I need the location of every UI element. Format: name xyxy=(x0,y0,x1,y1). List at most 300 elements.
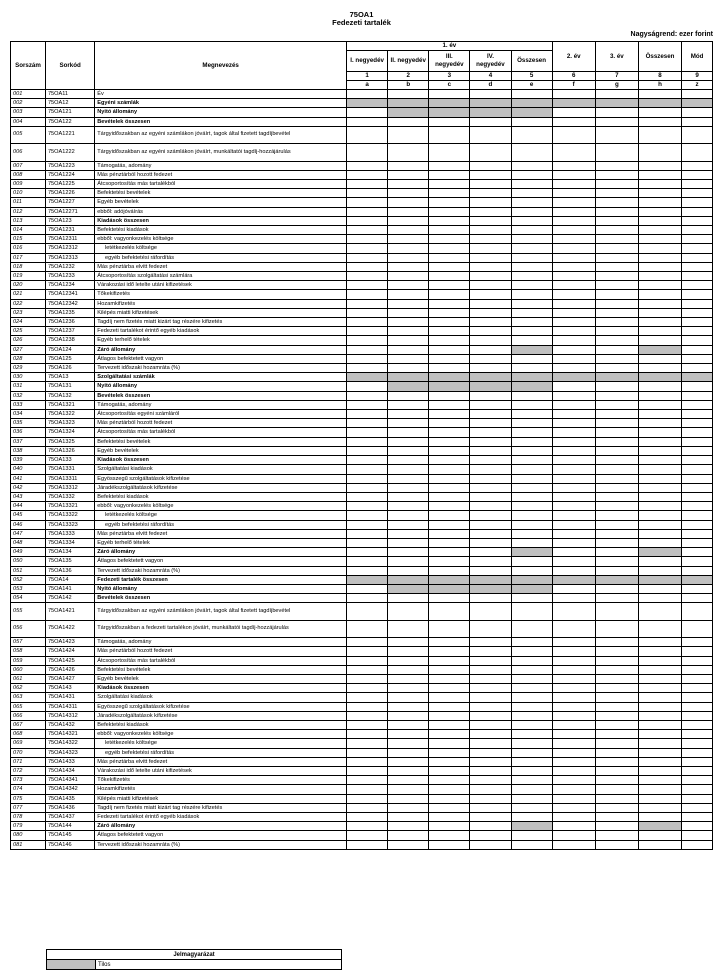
input-cell[interactable] xyxy=(511,144,552,161)
input-cell[interactable] xyxy=(682,117,713,126)
input-cell[interactable] xyxy=(595,235,638,244)
input-cell[interactable] xyxy=(511,391,552,400)
input-cell[interactable] xyxy=(638,711,681,720)
input-cell[interactable] xyxy=(470,391,511,400)
input-cell[interactable] xyxy=(470,364,511,373)
input-cell[interactable] xyxy=(552,684,595,693)
input-cell[interactable] xyxy=(388,272,429,281)
input-cell[interactable] xyxy=(388,483,429,492)
input-cell[interactable] xyxy=(388,711,429,720)
input-cell[interactable] xyxy=(682,474,713,483)
input-cell[interactable] xyxy=(511,748,552,757)
input-cell[interactable] xyxy=(388,647,429,656)
input-cell[interactable] xyxy=(347,428,388,437)
input-cell[interactable] xyxy=(638,419,681,428)
input-cell[interactable] xyxy=(511,757,552,766)
input-cell[interactable] xyxy=(429,748,470,757)
input-cell[interactable] xyxy=(552,584,595,593)
input-cell[interactable] xyxy=(429,566,470,575)
input-cell[interactable] xyxy=(470,803,511,812)
input-cell[interactable] xyxy=(347,647,388,656)
input-cell[interactable] xyxy=(638,207,681,216)
input-cell[interactable] xyxy=(388,702,429,711)
input-cell[interactable] xyxy=(682,144,713,161)
input-cell[interactable] xyxy=(552,557,595,566)
input-cell[interactable] xyxy=(552,785,595,794)
input-cell[interactable] xyxy=(552,794,595,803)
input-cell[interactable] xyxy=(347,638,388,647)
input-cell[interactable] xyxy=(511,290,552,299)
input-cell[interactable] xyxy=(595,803,638,812)
input-cell[interactable] xyxy=(552,511,595,520)
input-cell[interactable] xyxy=(388,419,429,428)
input-cell[interactable] xyxy=(638,502,681,511)
input-cell[interactable] xyxy=(638,272,681,281)
input-cell[interactable] xyxy=(388,594,429,603)
input-cell[interactable] xyxy=(429,603,470,620)
input-cell[interactable] xyxy=(429,419,470,428)
input-cell[interactable] xyxy=(470,674,511,683)
input-cell[interactable] xyxy=(388,354,429,363)
input-cell[interactable] xyxy=(638,226,681,235)
input-cell[interactable] xyxy=(511,647,552,656)
input-cell[interactable] xyxy=(638,299,681,308)
input-cell[interactable] xyxy=(388,144,429,161)
input-cell[interactable] xyxy=(638,511,681,520)
input-cell[interactable] xyxy=(429,226,470,235)
input-cell[interactable] xyxy=(388,262,429,271)
input-cell[interactable] xyxy=(347,446,388,455)
input-cell[interactable] xyxy=(347,831,388,840)
input-cell[interactable] xyxy=(595,290,638,299)
input-cell[interactable] xyxy=(511,428,552,437)
input-cell[interactable] xyxy=(552,400,595,409)
input-cell[interactable] xyxy=(552,638,595,647)
input-cell[interactable] xyxy=(511,364,552,373)
input-cell[interactable] xyxy=(429,684,470,693)
input-cell[interactable] xyxy=(429,831,470,840)
input-cell[interactable] xyxy=(347,511,388,520)
input-cell[interactable] xyxy=(388,446,429,455)
input-cell[interactable] xyxy=(429,538,470,547)
input-cell[interactable] xyxy=(682,711,713,720)
input-cell[interactable] xyxy=(595,318,638,327)
input-cell[interactable] xyxy=(552,538,595,547)
input-cell[interactable] xyxy=(347,702,388,711)
input-cell[interactable] xyxy=(470,474,511,483)
input-cell[interactable] xyxy=(552,620,595,637)
input-cell[interactable] xyxy=(595,739,638,748)
input-cell[interactable] xyxy=(511,803,552,812)
input-cell[interactable] xyxy=(470,720,511,729)
input-cell[interactable] xyxy=(470,244,511,253)
input-cell[interactable] xyxy=(552,336,595,345)
input-cell[interactable] xyxy=(682,189,713,198)
input-cell[interactable] xyxy=(347,584,388,593)
input-cell[interactable] xyxy=(552,483,595,492)
input-cell[interactable] xyxy=(595,785,638,794)
input-cell[interactable] xyxy=(595,538,638,547)
input-cell[interactable] xyxy=(682,566,713,575)
input-cell[interactable] xyxy=(388,766,429,775)
input-cell[interactable] xyxy=(638,400,681,409)
input-cell[interactable] xyxy=(638,730,681,739)
input-cell[interactable] xyxy=(638,647,681,656)
input-cell[interactable] xyxy=(638,785,681,794)
input-cell[interactable] xyxy=(429,456,470,465)
input-cell[interactable] xyxy=(682,511,713,520)
input-cell[interactable] xyxy=(682,161,713,170)
input-cell[interactable] xyxy=(429,117,470,126)
input-cell[interactable] xyxy=(429,290,470,299)
input-cell[interactable] xyxy=(511,557,552,566)
input-cell[interactable] xyxy=(429,702,470,711)
input-cell[interactable] xyxy=(470,702,511,711)
input-cell[interactable] xyxy=(347,803,388,812)
input-cell[interactable] xyxy=(347,603,388,620)
input-cell[interactable] xyxy=(682,272,713,281)
input-cell[interactable] xyxy=(429,299,470,308)
input-cell[interactable] xyxy=(638,803,681,812)
input-cell[interactable] xyxy=(552,299,595,308)
input-cell[interactable] xyxy=(347,144,388,161)
input-cell[interactable] xyxy=(388,502,429,511)
input-cell[interactable] xyxy=(347,656,388,665)
input-cell[interactable] xyxy=(347,308,388,317)
input-cell[interactable] xyxy=(470,290,511,299)
input-cell[interactable] xyxy=(429,364,470,373)
input-cell[interactable] xyxy=(347,456,388,465)
input-cell[interactable] xyxy=(429,308,470,317)
input-cell[interactable] xyxy=(429,170,470,179)
input-cell[interactable] xyxy=(347,327,388,336)
input-cell[interactable] xyxy=(388,391,429,400)
input-cell[interactable] xyxy=(470,253,511,262)
input-cell[interactable] xyxy=(388,207,429,216)
input-cell[interactable] xyxy=(595,419,638,428)
input-cell[interactable] xyxy=(682,638,713,647)
input-cell[interactable] xyxy=(638,189,681,198)
input-cell[interactable] xyxy=(638,594,681,603)
input-cell[interactable] xyxy=(595,253,638,262)
input-cell[interactable] xyxy=(388,336,429,345)
input-cell[interactable] xyxy=(682,290,713,299)
input-cell[interactable] xyxy=(638,364,681,373)
input-cell[interactable] xyxy=(595,90,638,99)
input-cell[interactable] xyxy=(388,739,429,748)
input-cell[interactable] xyxy=(429,511,470,520)
input-cell[interactable] xyxy=(470,419,511,428)
input-cell[interactable] xyxy=(470,822,511,831)
input-cell[interactable] xyxy=(511,594,552,603)
input-cell[interactable] xyxy=(682,262,713,271)
input-cell[interactable] xyxy=(429,198,470,207)
input-cell[interactable] xyxy=(595,520,638,529)
input-cell[interactable] xyxy=(682,207,713,216)
input-cell[interactable] xyxy=(511,812,552,821)
input-cell[interactable] xyxy=(347,180,388,189)
input-cell[interactable] xyxy=(470,647,511,656)
input-cell[interactable] xyxy=(682,299,713,308)
input-cell[interactable] xyxy=(429,144,470,161)
input-cell[interactable] xyxy=(429,428,470,437)
input-cell[interactable] xyxy=(552,831,595,840)
input-cell[interactable] xyxy=(638,474,681,483)
input-cell[interactable] xyxy=(347,566,388,575)
input-cell[interactable] xyxy=(388,520,429,529)
input-cell[interactable] xyxy=(388,566,429,575)
input-cell[interactable] xyxy=(595,529,638,538)
input-cell[interactable] xyxy=(682,226,713,235)
input-cell[interactable] xyxy=(638,702,681,711)
input-cell[interactable] xyxy=(429,354,470,363)
input-cell[interactable] xyxy=(595,647,638,656)
input-cell[interactable] xyxy=(470,262,511,271)
input-cell[interactable] xyxy=(595,244,638,253)
input-cell[interactable] xyxy=(682,492,713,501)
input-cell[interactable] xyxy=(470,437,511,446)
input-cell[interactable] xyxy=(347,594,388,603)
input-cell[interactable] xyxy=(552,108,595,117)
input-cell[interactable] xyxy=(638,483,681,492)
input-cell[interactable] xyxy=(388,548,429,557)
input-cell[interactable] xyxy=(429,803,470,812)
input-cell[interactable] xyxy=(347,684,388,693)
input-cell[interactable] xyxy=(470,693,511,702)
input-cell[interactable] xyxy=(470,90,511,99)
input-cell[interactable] xyxy=(511,711,552,720)
input-cell[interactable] xyxy=(595,161,638,170)
input-cell[interactable] xyxy=(682,594,713,603)
input-cell[interactable] xyxy=(470,161,511,170)
input-cell[interactable] xyxy=(388,456,429,465)
input-cell[interactable] xyxy=(429,336,470,345)
input-cell[interactable] xyxy=(511,794,552,803)
input-cell[interactable] xyxy=(638,603,681,620)
input-cell[interactable] xyxy=(638,437,681,446)
input-cell[interactable] xyxy=(511,318,552,327)
input-cell[interactable] xyxy=(595,693,638,702)
input-cell[interactable] xyxy=(638,456,681,465)
input-cell[interactable] xyxy=(595,456,638,465)
input-cell[interactable] xyxy=(682,757,713,766)
input-cell[interactable] xyxy=(511,840,552,849)
input-cell[interactable] xyxy=(347,281,388,290)
input-cell[interactable] xyxy=(638,840,681,849)
input-cell[interactable] xyxy=(470,144,511,161)
input-cell[interactable] xyxy=(429,216,470,225)
input-cell[interactable] xyxy=(429,647,470,656)
input-cell[interactable] xyxy=(347,529,388,538)
input-cell[interactable] xyxy=(388,538,429,547)
input-cell[interactable] xyxy=(552,803,595,812)
input-cell[interactable] xyxy=(429,244,470,253)
input-cell[interactable] xyxy=(470,336,511,345)
input-cell[interactable] xyxy=(552,327,595,336)
input-cell[interactable] xyxy=(388,665,429,674)
input-cell[interactable] xyxy=(429,656,470,665)
input-cell[interactable] xyxy=(347,766,388,775)
input-cell[interactable] xyxy=(682,538,713,547)
input-cell[interactable] xyxy=(388,511,429,520)
input-cell[interactable] xyxy=(682,776,713,785)
input-cell[interactable] xyxy=(638,117,681,126)
input-cell[interactable] xyxy=(429,400,470,409)
input-cell[interactable] xyxy=(347,336,388,345)
input-cell[interactable] xyxy=(552,216,595,225)
input-cell[interactable] xyxy=(595,262,638,271)
input-cell[interactable] xyxy=(682,364,713,373)
input-cell[interactable] xyxy=(470,794,511,803)
input-cell[interactable] xyxy=(511,161,552,170)
input-cell[interactable] xyxy=(682,126,713,143)
input-cell[interactable] xyxy=(638,757,681,766)
input-cell[interactable] xyxy=(388,831,429,840)
input-cell[interactable] xyxy=(429,730,470,739)
input-cell[interactable] xyxy=(388,290,429,299)
input-cell[interactable] xyxy=(638,318,681,327)
input-cell[interactable] xyxy=(388,437,429,446)
input-cell[interactable] xyxy=(429,548,470,557)
input-cell[interactable] xyxy=(429,465,470,474)
input-cell[interactable] xyxy=(552,693,595,702)
input-cell[interactable] xyxy=(511,170,552,179)
input-cell[interactable] xyxy=(682,354,713,363)
input-cell[interactable] xyxy=(429,757,470,766)
input-cell[interactable] xyxy=(347,345,388,354)
input-cell[interactable] xyxy=(595,776,638,785)
input-cell[interactable] xyxy=(595,108,638,117)
input-cell[interactable] xyxy=(595,400,638,409)
input-cell[interactable] xyxy=(429,492,470,501)
input-cell[interactable] xyxy=(429,126,470,143)
input-cell[interactable] xyxy=(552,244,595,253)
input-cell[interactable] xyxy=(552,465,595,474)
input-cell[interactable] xyxy=(388,400,429,409)
input-cell[interactable] xyxy=(595,511,638,520)
input-cell[interactable] xyxy=(470,594,511,603)
input-cell[interactable] xyxy=(470,327,511,336)
input-cell[interactable] xyxy=(552,520,595,529)
input-cell[interactable] xyxy=(470,456,511,465)
input-cell[interactable] xyxy=(429,253,470,262)
input-cell[interactable] xyxy=(511,529,552,538)
input-cell[interactable] xyxy=(682,785,713,794)
input-cell[interactable] xyxy=(682,410,713,419)
input-cell[interactable] xyxy=(595,170,638,179)
input-cell[interactable] xyxy=(682,318,713,327)
input-cell[interactable] xyxy=(511,410,552,419)
input-cell[interactable] xyxy=(595,281,638,290)
input-cell[interactable] xyxy=(347,548,388,557)
input-cell[interactable] xyxy=(470,620,511,637)
input-cell[interactable] xyxy=(595,730,638,739)
input-cell[interactable] xyxy=(347,272,388,281)
input-cell[interactable] xyxy=(347,674,388,683)
input-cell[interactable] xyxy=(682,656,713,665)
input-cell[interactable] xyxy=(470,538,511,547)
input-cell[interactable] xyxy=(511,620,552,637)
input-cell[interactable] xyxy=(470,638,511,647)
input-cell[interactable] xyxy=(388,161,429,170)
input-cell[interactable] xyxy=(595,382,638,391)
input-cell[interactable] xyxy=(470,566,511,575)
input-cell[interactable] xyxy=(595,502,638,511)
input-cell[interactable] xyxy=(429,785,470,794)
input-cell[interactable] xyxy=(682,253,713,262)
input-cell[interactable] xyxy=(682,665,713,674)
input-cell[interactable] xyxy=(638,520,681,529)
input-cell[interactable] xyxy=(388,244,429,253)
input-cell[interactable] xyxy=(511,492,552,501)
input-cell[interactable] xyxy=(429,693,470,702)
input-cell[interactable] xyxy=(429,318,470,327)
input-cell[interactable] xyxy=(552,548,595,557)
input-cell[interactable] xyxy=(347,391,388,400)
input-cell[interactable] xyxy=(552,748,595,757)
input-cell[interactable] xyxy=(511,253,552,262)
input-cell[interactable] xyxy=(347,226,388,235)
input-cell[interactable] xyxy=(682,483,713,492)
input-cell[interactable] xyxy=(595,594,638,603)
input-cell[interactable] xyxy=(552,207,595,216)
input-cell[interactable] xyxy=(511,207,552,216)
input-cell[interactable] xyxy=(511,235,552,244)
input-cell[interactable] xyxy=(470,684,511,693)
input-cell[interactable] xyxy=(388,126,429,143)
input-cell[interactable] xyxy=(388,748,429,757)
input-cell[interactable] xyxy=(638,354,681,363)
input-cell[interactable] xyxy=(595,766,638,775)
input-cell[interactable] xyxy=(595,483,638,492)
input-cell[interactable] xyxy=(388,281,429,290)
input-cell[interactable] xyxy=(429,391,470,400)
input-cell[interactable] xyxy=(638,90,681,99)
input-cell[interactable] xyxy=(511,638,552,647)
input-cell[interactable] xyxy=(429,711,470,720)
input-cell[interactable] xyxy=(388,803,429,812)
input-cell[interactable] xyxy=(388,226,429,235)
input-cell[interactable] xyxy=(429,207,470,216)
input-cell[interactable] xyxy=(638,308,681,317)
input-cell[interactable] xyxy=(429,410,470,419)
input-cell[interactable] xyxy=(682,419,713,428)
input-cell[interactable] xyxy=(511,354,552,363)
input-cell[interactable] xyxy=(429,345,470,354)
input-cell[interactable] xyxy=(682,391,713,400)
input-cell[interactable] xyxy=(347,840,388,849)
input-cell[interactable] xyxy=(388,776,429,785)
input-cell[interactable] xyxy=(470,318,511,327)
input-cell[interactable] xyxy=(388,235,429,244)
input-cell[interactable] xyxy=(388,684,429,693)
input-cell[interactable] xyxy=(595,656,638,665)
input-cell[interactable] xyxy=(638,391,681,400)
input-cell[interactable] xyxy=(347,730,388,739)
input-cell[interactable] xyxy=(552,674,595,683)
input-cell[interactable] xyxy=(638,766,681,775)
input-cell[interactable] xyxy=(388,216,429,225)
input-cell[interactable] xyxy=(552,235,595,244)
input-cell[interactable] xyxy=(388,638,429,647)
input-cell[interactable] xyxy=(347,785,388,794)
input-cell[interactable] xyxy=(511,272,552,281)
input-cell[interactable] xyxy=(470,345,511,354)
input-cell[interactable] xyxy=(470,483,511,492)
input-cell[interactable] xyxy=(638,161,681,170)
input-cell[interactable] xyxy=(470,180,511,189)
input-cell[interactable] xyxy=(682,382,713,391)
